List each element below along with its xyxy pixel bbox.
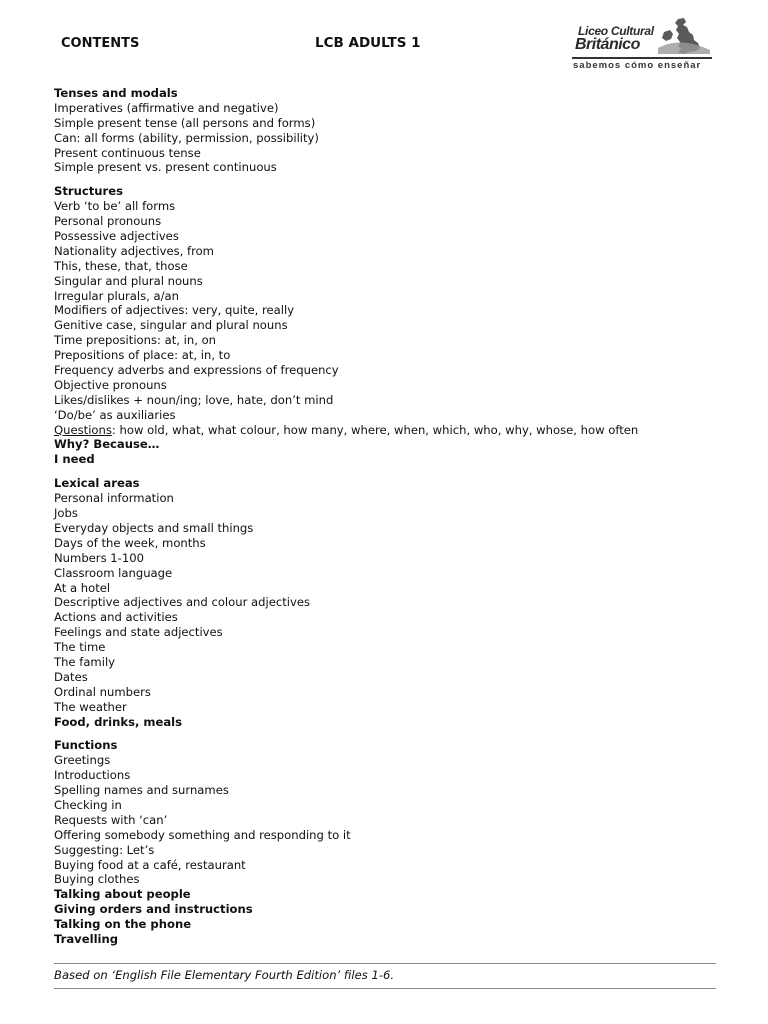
list-item: Requests with ‘can’ xyxy=(54,812,168,827)
list-item-underlined-label: Questions xyxy=(54,422,112,437)
section-gap xyxy=(54,467,734,476)
logo-line-2: Británico xyxy=(575,36,640,53)
section-heading: Structures xyxy=(54,184,124,199)
list-item: Imperatives (affirmative and negative) xyxy=(54,100,279,115)
liceo-cultural-britanico-logo xyxy=(572,18,718,74)
list-item: Feelings and state adjectives xyxy=(54,625,223,640)
section-gap xyxy=(54,729,734,738)
section-heading: Tenses and modals xyxy=(54,86,178,100)
list-item: Likes/dislikes + noun/ing; love, hate, don’t mind xyxy=(54,392,334,407)
list-item: Classroom language xyxy=(54,565,173,580)
list-item: Prepositions of place: at, in, to xyxy=(54,348,231,363)
list-item: At a hotel xyxy=(54,580,111,595)
list-item: Buying clothes xyxy=(54,872,140,887)
british-isles-map-icon xyxy=(656,18,712,56)
list-item: Objective pronouns xyxy=(54,377,167,392)
list-item: ‘Do/be’ as auxiliaries xyxy=(54,407,176,422)
list-item: Simple present tense (all persons and forms) xyxy=(54,115,316,130)
section xyxy=(54,738,734,946)
list-item: Present continuous tense xyxy=(54,145,201,160)
list-item: Dates xyxy=(54,669,88,684)
list-item: I need xyxy=(54,452,95,467)
list-item: Verb ‘to be’ all forms xyxy=(54,199,176,214)
list-item: Simple present vs. present continuous xyxy=(54,160,277,175)
list-item: Actions and activities xyxy=(54,610,178,625)
list-item: Greetings xyxy=(54,753,111,768)
list-item: This, these, that, those xyxy=(54,258,188,273)
section xyxy=(54,184,734,467)
list-item: Modifiers of adjectives: very, quite, really xyxy=(54,303,295,318)
list-item: Why? Because… xyxy=(54,437,160,452)
contents-body xyxy=(54,86,734,947)
list-item: The family xyxy=(54,654,116,669)
course-title: LCB ADULTS 1 xyxy=(315,35,421,51)
logo-tagline: sabemos cómo enseñar xyxy=(573,60,702,71)
section xyxy=(54,86,734,175)
list-item: The time xyxy=(54,640,106,655)
list-item: Singular and plural nouns xyxy=(54,273,203,288)
list-item: Jobs xyxy=(54,506,78,521)
list-item: Talking on the phone xyxy=(54,917,192,932)
list-item: Days of the week, months xyxy=(54,535,206,550)
list-item: Frequency adverbs and expressions of frequency xyxy=(54,363,339,378)
list-item: Buying food at a café, restaurant xyxy=(54,857,246,872)
contents-heading: CONTENTS xyxy=(61,36,140,51)
list-item: Travelling xyxy=(54,931,119,946)
list-item: Everyday objects and small things xyxy=(54,520,254,535)
list-item-text: : how old, what, what colour, how many, where, when, which, who, why, whose, how often xyxy=(111,422,639,437)
list-item: Nationality adjectives, from xyxy=(54,243,214,258)
list-item: Spelling names and surnames xyxy=(54,783,229,798)
footer-bottom-rule xyxy=(54,988,716,989)
list-item: Ordinal numbers xyxy=(54,684,151,699)
list-item: Offering somebody something and responding to it xyxy=(54,827,351,842)
list-item: Descriptive adjectives and colour adjectives xyxy=(54,595,311,610)
list-item: Time prepositions: at, in, on xyxy=(54,333,217,348)
list-item: Personal information xyxy=(54,491,174,506)
list-item: The weather xyxy=(54,699,127,714)
logo-line-1: Liceo Cultural xyxy=(578,24,654,38)
list-item xyxy=(54,423,734,438)
section-heading: Functions xyxy=(54,738,118,753)
section-heading: Lexical areas xyxy=(54,476,140,491)
list-item: Genitive case, singular and plural nouns xyxy=(54,318,288,333)
list-item: Numbers 1-100 xyxy=(54,550,144,565)
footer-top-rule xyxy=(54,963,716,964)
list-item: Food, drinks, meals xyxy=(54,714,183,729)
section xyxy=(54,476,734,729)
logo-underline xyxy=(572,57,712,59)
list-item: Possessive adjectives xyxy=(54,229,179,244)
list-item: Can: all forms (ability, permission, possibility) xyxy=(54,130,319,145)
list-item: Suggesting: Let’s xyxy=(54,842,155,857)
list-item: Personal pronouns xyxy=(54,214,162,229)
list-item: Introductions xyxy=(54,768,131,783)
footer-note: Based on ‘English File Elementary Fourth Edition’ files 1-6. xyxy=(54,968,395,982)
list-item: Giving orders and instructions xyxy=(54,902,253,917)
section-gap xyxy=(54,175,734,184)
list-item: Checking in xyxy=(54,797,122,812)
list-item: Talking about people xyxy=(54,887,191,902)
list-item: Irregular plurals, a/an xyxy=(54,288,180,303)
